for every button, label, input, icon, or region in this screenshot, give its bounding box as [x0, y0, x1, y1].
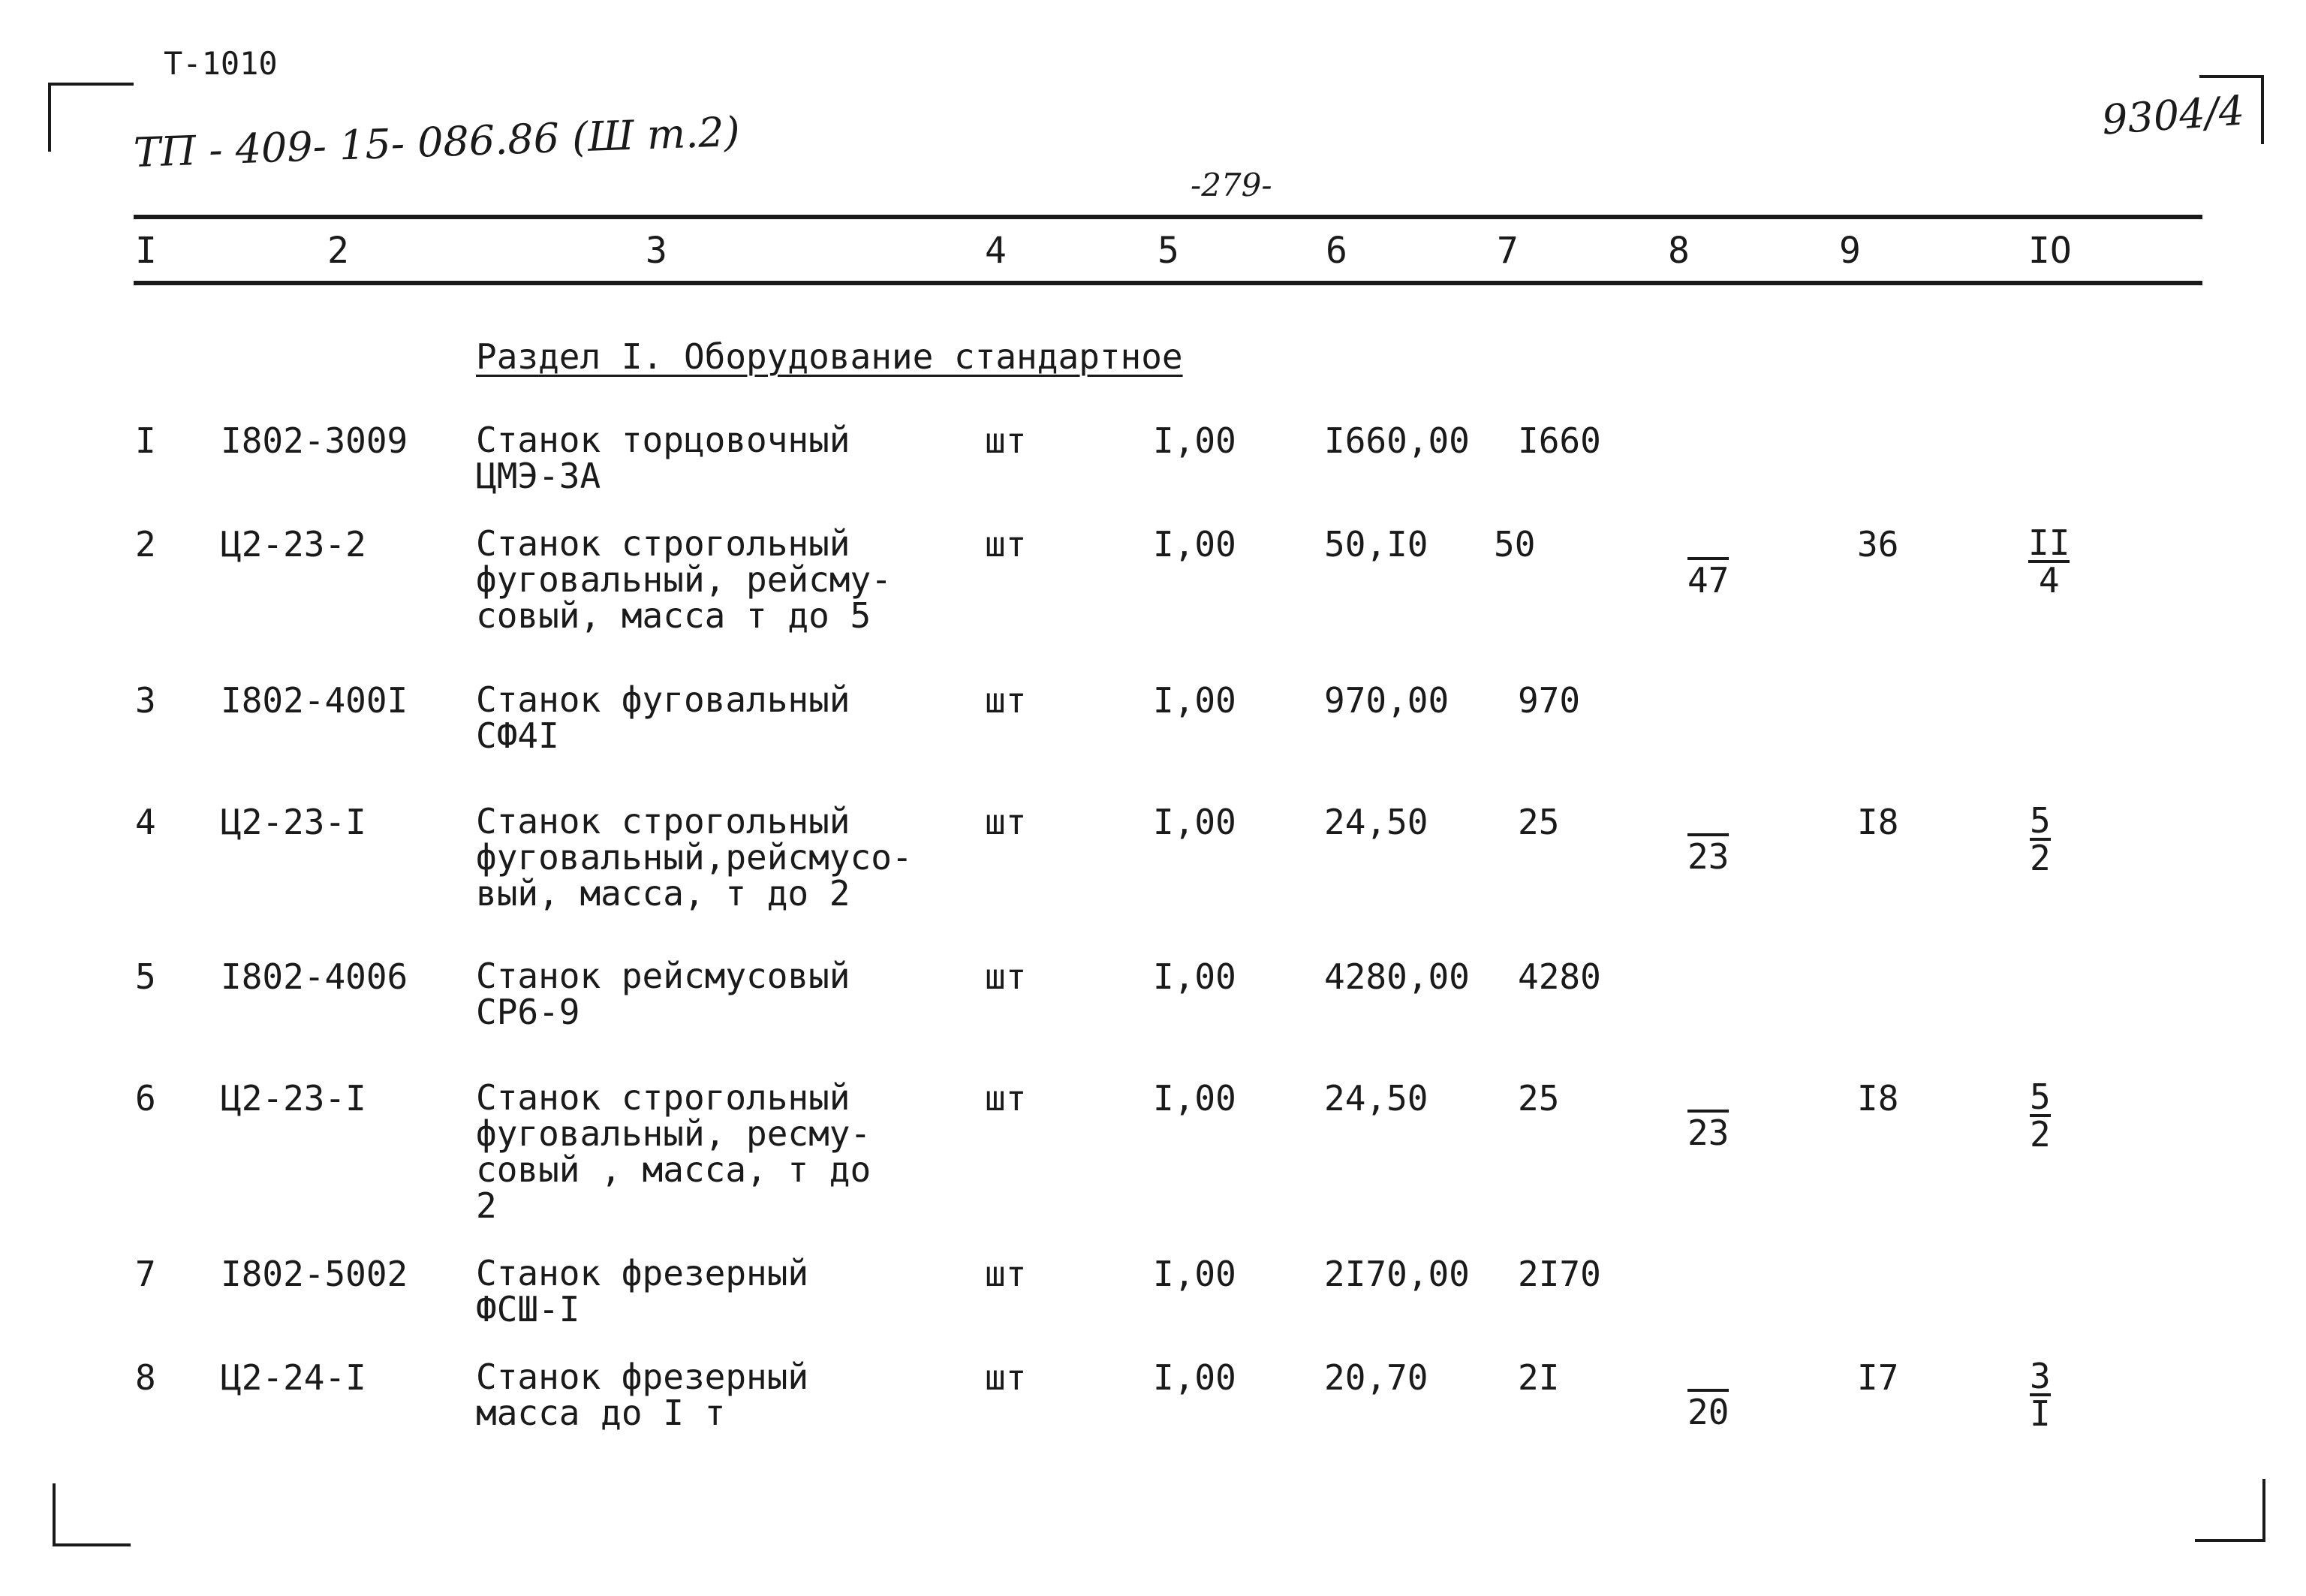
unit: шт [985, 680, 1027, 721]
quantity: I,00 [1153, 420, 1236, 461]
unit: шт [985, 1254, 1027, 1294]
quantity: I,00 [1153, 1357, 1236, 1398]
row-number: 8 [135, 1357, 156, 1398]
position-code: Ц2-23-I [221, 1078, 366, 1119]
fraction-numerator: 3 [2030, 1356, 2051, 1396]
total-cost: 2I [1518, 1357, 1560, 1398]
section-title: Раздел I. Оборудование стандартное [476, 336, 1183, 377]
column-10-fraction [2028, 522, 2070, 601]
unit-price: 50,I0 [1324, 524, 1428, 565]
unit: шт [985, 802, 1027, 842]
column-header-8: 8 [1668, 230, 1690, 272]
fraction-denominator: 2 [2030, 1114, 2051, 1155]
row-number: 5 [135, 956, 156, 997]
equipment-name: Станок строгольный фуговальный, рейсму- совый, масса т до 5 [476, 523, 892, 636]
unit-price: 24,50 [1324, 802, 1428, 842]
row-number: 6 [135, 1078, 156, 1119]
column-8-value: 23 [1687, 833, 1729, 877]
column-8-value: 47 [1687, 557, 1729, 601]
column-header-10: IO [2028, 230, 2072, 272]
unit-price: 2I70,00 [1324, 1254, 1470, 1294]
fraction-denominator: 2 [2030, 838, 2051, 878]
column-header-3: 3 [646, 230, 667, 272]
unit: шт [985, 956, 1027, 997]
equipment-name: Станок фрезерный масса до I т [476, 1357, 809, 1433]
total-cost: 4280 [1518, 956, 1601, 997]
equipment-name: Станок фуговальный СФ4I [476, 679, 850, 756]
unit-price: I660,00 [1324, 420, 1470, 461]
quantity: I,00 [1153, 1254, 1236, 1294]
table-top-rule [134, 215, 2202, 219]
corner-mark-bottom-right [2195, 1479, 2265, 1542]
corner-mark-bottom-left [53, 1483, 131, 1546]
column-9-value: I8 [1857, 1078, 1899, 1119]
position-code: I802-4006 [221, 956, 408, 997]
equipment-name: Станок строгольный фуговальный, ресму- совый , масса, т до 2 [476, 1077, 872, 1226]
corner-mark-top-left [48, 83, 134, 152]
fraction-numerator: 5 [2030, 1077, 2051, 1117]
column-10-fraction [2030, 1077, 2051, 1155]
unit-price: 4280,00 [1324, 956, 1470, 997]
column-header-4: 4 [985, 230, 1007, 272]
row-number: 3 [135, 680, 156, 721]
fraction-numerator: 5 [2030, 800, 2051, 841]
total-cost: 2I70 [1518, 1254, 1601, 1294]
archive-number: 9304/4 [2100, 86, 2246, 144]
unit: шт [985, 1357, 1027, 1398]
position-code: I802-3009 [221, 420, 408, 461]
position-code: Ц2-23-2 [221, 524, 366, 565]
table-header-rule [134, 281, 2202, 285]
total-cost: 970 [1518, 680, 1581, 721]
column-8-value: 20 [1687, 1389, 1729, 1432]
column-9-value: I8 [1857, 802, 1899, 842]
column-10-fraction [2030, 800, 2051, 878]
column-header-1: I [135, 230, 157, 272]
column-8-value: 23 [1687, 1110, 1729, 1153]
document-code: Т-1010 [164, 45, 278, 82]
position-code: I802-400I [221, 680, 408, 721]
total-cost: 50 [1494, 524, 1536, 565]
quantity: I,00 [1153, 524, 1236, 565]
column-header-2: 2 [327, 230, 349, 272]
total-cost: I660 [1518, 420, 1601, 461]
unit: шт [985, 1078, 1027, 1119]
unit-price: 20,70 [1324, 1357, 1428, 1398]
column-header-6: 6 [1326, 230, 1347, 272]
column-header-5: 5 [1158, 230, 1179, 272]
column-9-value: 36 [1857, 524, 1899, 565]
quantity: I,00 [1153, 802, 1236, 842]
fraction-numerator: II [2028, 522, 2070, 563]
position-code: I802-5002 [221, 1254, 408, 1294]
row-number: 7 [135, 1254, 156, 1294]
unit-price: 970,00 [1324, 680, 1450, 721]
equipment-name: Станок торцовочный ЦМЭ-3А [476, 420, 850, 496]
row-number: 2 [135, 524, 156, 565]
column-header-7: 7 [1497, 230, 1519, 272]
page-number: -279- [1191, 167, 1272, 203]
equipment-name: Станок строгольный фуговальный,рейсмусо- вый, масса, т до 2 [476, 801, 913, 914]
row-number: 4 [135, 802, 156, 842]
position-code: Ц2-23-I [221, 802, 366, 842]
fraction-denominator: 4 [2038, 560, 2060, 601]
unit: шт [985, 420, 1027, 461]
fraction-denominator: I [2030, 1393, 2051, 1434]
unit-price: 24,50 [1324, 1078, 1428, 1119]
row-number: I [135, 420, 156, 461]
column-9-value: I7 [1857, 1357, 1899, 1398]
quantity: I,00 [1153, 680, 1236, 721]
total-cost: 25 [1518, 1078, 1560, 1119]
column-header-9: 9 [1839, 230, 1861, 272]
project-number: ТП - 409- 15- 086.86 (Ш т.2) [132, 107, 741, 176]
quantity: I,00 [1153, 956, 1236, 997]
column-10-fraction [2030, 1356, 2051, 1434]
equipment-name: Станок фрезерный ФСШ-I [476, 1253, 809, 1329]
equipment-name: Станок рейсмусовый СР6-9 [476, 956, 850, 1032]
unit: шт [985, 524, 1027, 565]
quantity: I,00 [1153, 1078, 1236, 1119]
position-code: Ц2-24-I [221, 1357, 366, 1398]
total-cost: 25 [1518, 802, 1560, 842]
